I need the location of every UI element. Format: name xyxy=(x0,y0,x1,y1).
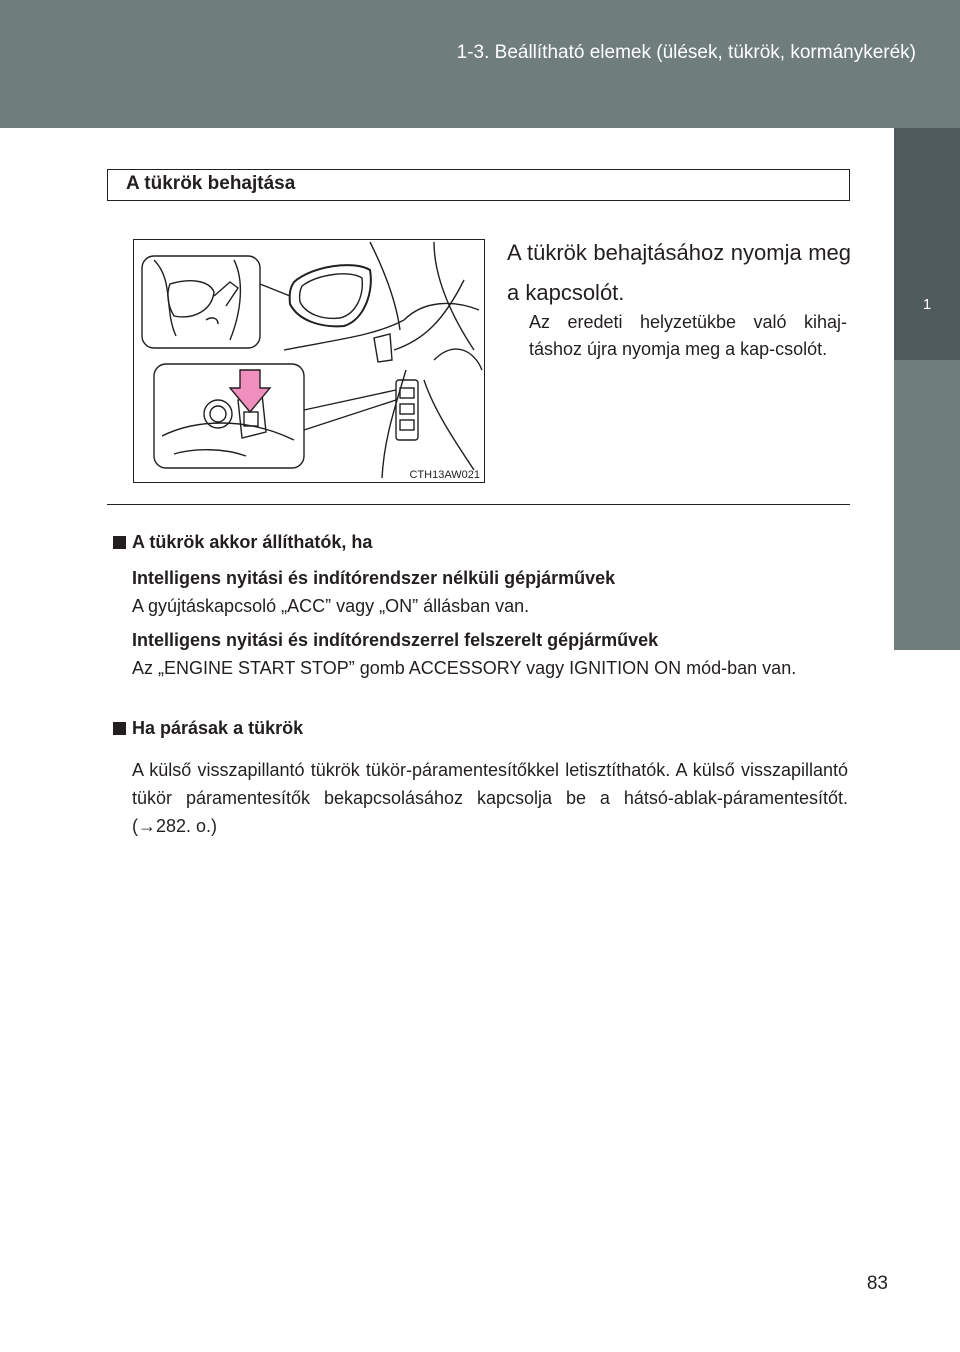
header-title: 1-3. Beállítható elemek (ülések, tükrök, kormánykerék) xyxy=(456,42,916,63)
subsection-label-with-smart: Intelligens nyitási és indítórendszerrel felszerelt gépjárművek xyxy=(132,630,659,650)
subsection-text-with-smart: Az „ENGINE START STOP” gomb ACCESSORY vagy IGNITION ON mód-ban van. xyxy=(132,658,797,678)
chapter-tab xyxy=(894,128,960,360)
chapter-title-tab xyxy=(894,360,960,650)
section-divider xyxy=(107,504,850,505)
subsection-label-without-smart: Intelligens nyitási és indítórendszer nélküli gépjárművek xyxy=(132,568,616,588)
page-number: 83 xyxy=(866,1273,888,1294)
info-text-misted: A külső visszapillantó tükrök tükör-páramentesítőkkel letisztíthatók. A külső visszapillantó tükör páramentesítők bekapcsolásához kapcsolja be a hátsó-ablak-páramentesítőt. (→282. o.) xyxy=(132,760,848,836)
bullet-square xyxy=(113,722,126,735)
instruction-text: A tükrök behajtásához nyomja meg a kapcsolót. xyxy=(507,240,851,305)
info-heading-adjustable: A tükrök akkor állíthatók, ha xyxy=(132,532,373,552)
chapter-number: 1 xyxy=(922,296,932,313)
mirror-fold-illustration xyxy=(133,239,485,483)
bullet-square xyxy=(113,536,126,549)
section-title: A tükrök behajtása xyxy=(126,173,296,194)
page-header xyxy=(0,0,960,128)
figure-code: CTH13AW021 xyxy=(409,469,480,481)
note-text: Az eredeti helyzetükbe való kihaj-táshoz újra nyomja meg a kap-csolót. xyxy=(529,312,847,359)
illustration-drawing xyxy=(134,240,484,482)
section-title-box xyxy=(107,169,850,201)
info-heading-misted: Ha párásak a tükrök xyxy=(132,718,304,738)
subsection-text-without-smart: A gyújtáskapcsoló „ACC” vagy „ON” állásban van. xyxy=(132,596,530,616)
chapter-title: Mielőtt elindul xyxy=(26,370,45,474)
